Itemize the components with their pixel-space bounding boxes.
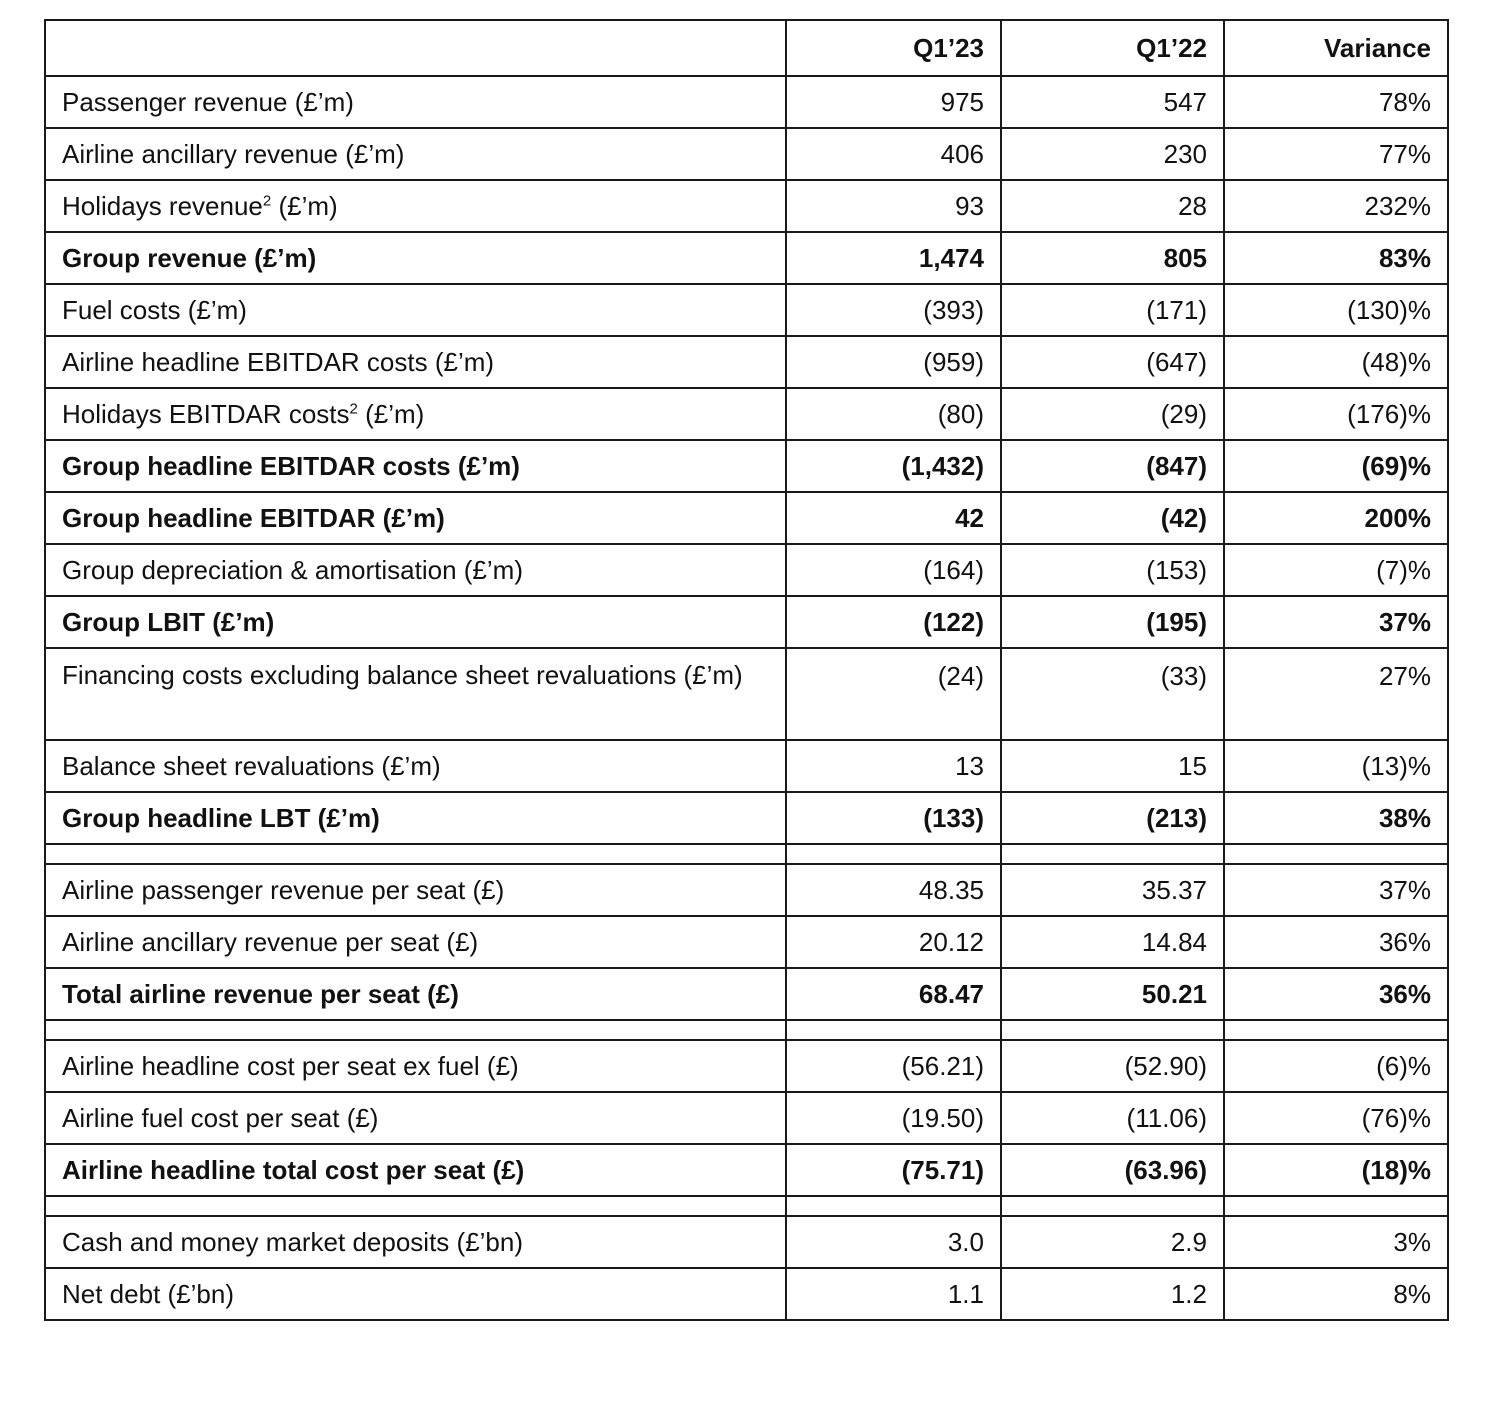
row-label: Airline ancillary revenue (£’m) (45, 128, 786, 180)
table-row-total (45, 596, 1448, 648)
q1-22-value: (153) (1001, 544, 1224, 596)
variance-value: (130)% (1224, 284, 1448, 336)
row-label: Total airline revenue per seat (£) (45, 968, 786, 1020)
table-row (45, 128, 1448, 180)
variance-value: 36% (1224, 916, 1448, 968)
spacer-cell (1001, 1020, 1224, 1040)
variance-value: 83% (1224, 232, 1448, 284)
q1-23-value: 1,474 (786, 232, 1001, 284)
row-label: Net debt (£’bn) (45, 1268, 786, 1320)
variance-value: (176)% (1224, 388, 1448, 440)
row-label-unit: (£’m) (271, 190, 338, 221)
q1-23-value: (164) (786, 544, 1001, 596)
variance-value: 77% (1224, 128, 1448, 180)
q1-22-value: 230 (1001, 128, 1224, 180)
spacer-row (45, 1196, 1448, 1216)
variance-value: 37% (1224, 864, 1448, 916)
q1-23-value: 42 (786, 492, 1001, 544)
spacer-cell (786, 1020, 1001, 1040)
q1-23-value: 13 (786, 740, 1001, 792)
table-row-total (45, 440, 1448, 492)
row-label-text: Holidays EBITDAR costs (62, 398, 350, 429)
row-label (45, 388, 786, 440)
table-row (45, 284, 1448, 336)
spacer-cell (1224, 1020, 1448, 1040)
row-label: Airline fuel cost per seat (£) (45, 1092, 786, 1144)
q1-23-value: 1.1 (786, 1268, 1001, 1320)
q1-23-value: (19.50) (786, 1092, 1001, 1144)
q1-22-value: 805 (1001, 232, 1224, 284)
spacer-cell (1224, 844, 1448, 864)
row-label: Group headline EBITDAR (£’m) (45, 492, 786, 544)
q1-22-value: 15 (1001, 740, 1224, 792)
q1-23-value: 20.12 (786, 916, 1001, 968)
table-header-row (45, 20, 1448, 76)
q1-22-value: 28 (1001, 180, 1224, 232)
table-row (45, 1040, 1448, 1092)
header-label-cell (45, 20, 786, 76)
table-row-total (45, 968, 1448, 1020)
q1-22-value: 14.84 (1001, 916, 1224, 968)
header-variance: Variance (1224, 20, 1448, 76)
spacer-cell (1001, 844, 1224, 864)
table-row-total (45, 232, 1448, 284)
row-label: Fuel costs (£’m) (45, 284, 786, 336)
variance-value: 36% (1224, 968, 1448, 1020)
q1-22-value: (42) (1001, 492, 1224, 544)
table-row (45, 1092, 1448, 1144)
variance-value: 8% (1224, 1268, 1448, 1320)
row-label-unit: (£’m) (357, 398, 425, 429)
variance-value: (13)% (1224, 740, 1448, 792)
spacer-row (45, 844, 1448, 864)
q1-22-value: (29) (1001, 388, 1224, 440)
variance-value: (6)% (1224, 1040, 1448, 1092)
table-row (45, 180, 1448, 232)
row-label: Group headline LBT (£’m) (45, 792, 786, 844)
table-row-total (45, 1144, 1448, 1196)
q1-22-value: 2.9 (1001, 1216, 1224, 1268)
table-row (45, 648, 1448, 740)
variance-value: (48)% (1224, 336, 1448, 388)
variance-value: 3% (1224, 1216, 1448, 1268)
q1-23-value: 975 (786, 76, 1001, 128)
row-label: Airline headline total cost per seat (£) (45, 1144, 786, 1196)
variance-value: 200% (1224, 492, 1448, 544)
q1-23-value: (80) (786, 388, 1001, 440)
row-label: Airline ancillary revenue per seat (£) (45, 916, 786, 968)
q1-22-value: 50.21 (1001, 968, 1224, 1020)
row-label: Group revenue (£’m) (45, 232, 786, 284)
spacer-cell (45, 1020, 786, 1040)
variance-value: (7)% (1224, 544, 1448, 596)
table-row (45, 544, 1448, 596)
q1-23-value: (133) (786, 792, 1001, 844)
q1-23-value: (959) (786, 336, 1001, 388)
row-label: Group headline EBITDAR costs (£’m) (45, 440, 786, 492)
header-q1-23: Q1’23 (786, 20, 1001, 76)
q1-22-value: (195) (1001, 596, 1224, 648)
table-row (45, 76, 1448, 128)
table-row (45, 916, 1448, 968)
financial-summary-table (44, 19, 1449, 1321)
q1-23-value: (75.71) (786, 1144, 1001, 1196)
spacer-cell (45, 1196, 786, 1216)
variance-value: 37% (1224, 596, 1448, 648)
table-row-total (45, 492, 1448, 544)
row-label-text: Holidays revenue (62, 190, 263, 221)
row-label: Airline headline EBITDAR costs (£’m) (45, 336, 786, 388)
q1-23-value: 406 (786, 128, 1001, 180)
variance-value: 38% (1224, 792, 1448, 844)
variance-value: (76)% (1224, 1092, 1448, 1144)
variance-value: 78% (1224, 76, 1448, 128)
header-q1-22: Q1’22 (1001, 20, 1224, 76)
q1-23-value: (24) (786, 648, 1001, 740)
variance-value: (69)% (1224, 440, 1448, 492)
q1-23-value: (1,432) (786, 440, 1001, 492)
row-label: Group LBIT (£’m) (45, 596, 786, 648)
table-row (45, 740, 1448, 792)
spacer-cell (45, 844, 786, 864)
q1-22-value: (171) (1001, 284, 1224, 336)
row-label: Group depreciation & amortisation (£’m) (45, 544, 786, 596)
q1-23-value: (122) (786, 596, 1001, 648)
row-label: Passenger revenue (£’m) (45, 76, 786, 128)
table-row (45, 336, 1448, 388)
q1-23-value: 3.0 (786, 1216, 1001, 1268)
q1-22-value: (33) (1001, 648, 1224, 740)
q1-23-value: 93 (786, 180, 1001, 232)
q1-23-value: 48.35 (786, 864, 1001, 916)
table-row (45, 1216, 1448, 1268)
spacer-cell (1224, 1196, 1448, 1216)
row-label: Balance sheet revaluations (£’m) (45, 740, 786, 792)
q1-22-value: 35.37 (1001, 864, 1224, 916)
row-label: Airline passenger revenue per seat (£) (45, 864, 786, 916)
spacer-cell (786, 1196, 1001, 1216)
q1-22-value: (11.06) (1001, 1092, 1224, 1144)
q1-23-value: 68.47 (786, 968, 1001, 1020)
q1-22-value: (647) (1001, 336, 1224, 388)
q1-22-value: (63.96) (1001, 1144, 1224, 1196)
spacer-cell (1001, 1196, 1224, 1216)
footnote-marker: 2 (262, 191, 272, 209)
table-row (45, 1268, 1448, 1320)
q1-22-value: 547 (1001, 76, 1224, 128)
q1-22-value: (213) (1001, 792, 1224, 844)
footnote-marker: 2 (349, 399, 358, 417)
q1-23-value: (56.21) (786, 1040, 1001, 1092)
variance-value: 232% (1224, 180, 1448, 232)
table-row-total (45, 792, 1448, 844)
q1-22-value: 1.2 (1001, 1268, 1224, 1320)
spacer-cell (786, 844, 1001, 864)
q1-22-value: (52.90) (1001, 1040, 1224, 1092)
row-label: Airline headline cost per seat ex fuel (£) (45, 1040, 786, 1092)
spacer-row (45, 1020, 1448, 1040)
q1-23-value: (393) (786, 284, 1001, 336)
variance-value: (18)% (1224, 1144, 1448, 1196)
row-label: Financing costs excluding balance sheet revaluations (£’m) (45, 648, 786, 740)
table-row (45, 388, 1448, 440)
row-label (45, 180, 786, 232)
variance-value: 27% (1224, 648, 1448, 740)
q1-22-value: (847) (1001, 440, 1224, 492)
row-label: Cash and money market deposits (£’bn) (45, 1216, 786, 1268)
table-row (45, 864, 1448, 916)
